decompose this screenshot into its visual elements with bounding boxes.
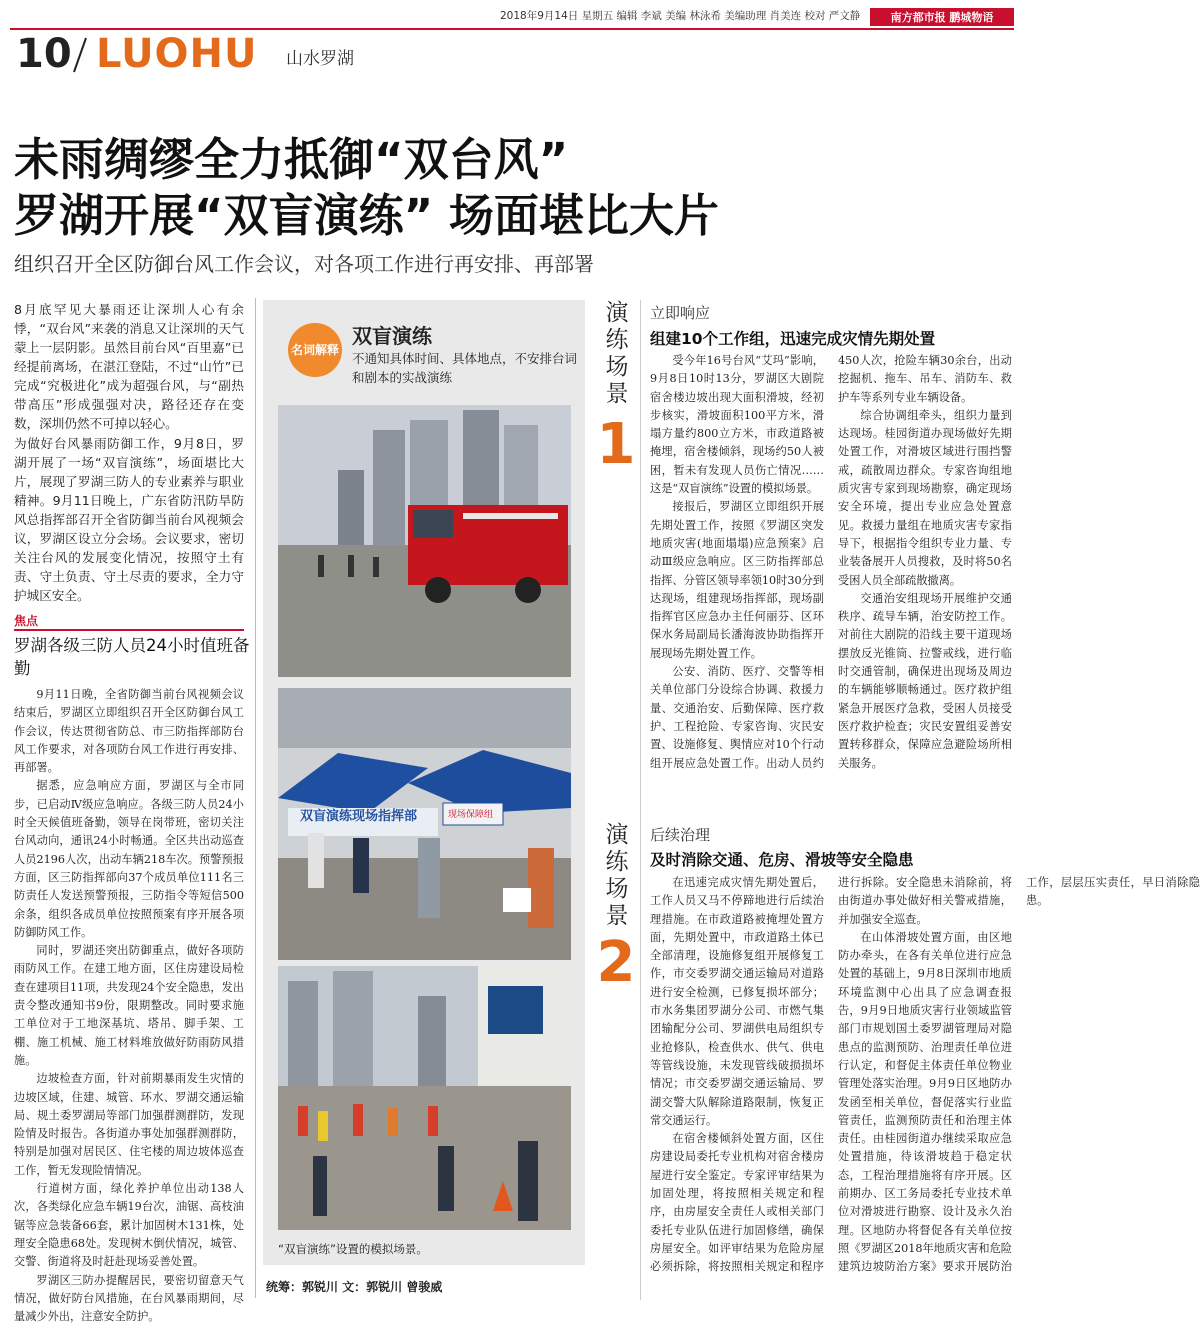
scene-2-article [650,874,1012,1294]
article-paragraph: 据悉，应急响应方面，罗湖区与全市同步，已启动Ⅳ级应急响应。各级三防人员24小时全天候值班备勤，领导在岗带班，密切关注台风动向，通讯24小时畅通。全区共出动巡查人员2196人次，出动车辆218车次。预警预报方面，区三防指挥部向37个成员单位111名三防责任人发送预警预报，三防指令等短信500余条，组织各成员单位按照预案有序开展各项防御防风工作。 [14,777,244,942]
scene-1-article [650,352,1012,792]
scene-2-title: 及时消除交通、危房、滑坡等安全隐患 [650,848,914,870]
scene-1-kicker: 立即响应 [650,302,710,323]
photo-command-tent [278,688,571,960]
photo-fire-truck [278,405,571,677]
section-subtitle: 山水罗湖 [286,44,354,69]
focus-tag: 焦点 [14,612,38,629]
article-paragraph: 行道树方面，绿化养护单位出动138人次，各类绿化应急车辆19台次，油锯、高枝油锯等应急装备66套，累计加固树木131株，处理安全隐患68处。发现树木倒伏情况，城管、交警、街道将及时赶赴现场妥善处置。 [14,1180,244,1271]
article-paragraph: 综合协调组牵头，组织力量到达现场。桂园街道办现场做好先期处置工作，对滑坡区域进行围挡警戒，疏散周边群众。专家咨询组地质灾害专家到现场勘察，确定现场安全环境，提出专业应急处置意见。救援力量组在地质灾害专家指导下，根据指令组织专业力量、专业装备展开人员搜救，及时将50名受困人员全部疏散撤离。 [838,407,1012,590]
dateline: 2018年9月14日 星期五 编辑 李斌 美编 林泳希 美编助理 肖美连 校对 严文静 [500,8,870,26]
lead-text [14,300,244,606]
article-paragraph: 在山体滑坡处置方面，由区地防办牵头，在各有关单位进行应急处置的基础上，9月8日深圳市地质环境监测中心出具了应急调查报告，9月9日地质灾害行业领域监管部门市规划国土委罗湖管理局对隐患点的监测预防、治理责任单位进行认定，和督促主体责任单位物业管理处落实治理。9月9日区地防办发函至相关单位，督促落实行业监管责任，监测预防责任和治理主体责任。由桂园街道办继续采取应急处置措施，待该滑坡趋于稳定状态，工程治理措施将有序开展。区前期办、区工务局委托专业技术单位对滑坡进行勘察、设计及永久治理。区地防办将督促各有关单位按照《罗湖区2018年地质灾害和危险建筑边坡防治方案》要求开展防治工作，层层压实责任，早日消除隐患。 [838,874,1200,1294]
scene-1-title: 组建10个工作组，迅速完成灾情先期处置 [650,327,935,349]
article-paragraph: 在迅速完成灾情先期处置后，工作人员又马不停蹄地进行后续治理措施。在市政道路被掩埋处置方面，先期处置中，市政道路土体已全部清理，设施修复组开展修复工作，市交委罗湖交通运输局对道路进行安全检测，已修复损坏部分；市水务集团罗湖分公司、市燃气集团输配分公司、罗湖供电局组织专业抢修队，检查供水、供气、供电等管线设施，未发现管线破损损坏情况；市交委罗湖交通运输局、罗湖交警大队解除道路限制，恢复正常交通运行。 [650,874,824,1130]
photo-street-crowd [278,966,571,1230]
scene-1-label: 演练场景 [600,300,634,408]
lead-paragraph: 8月底罕见大暴雨还让深圳人心有余悸，“双台风”来袭的消息又让深圳的天气蒙上一层阴影。虽然目前台风“百里嘉”已经提前离场，在湛江登陆，不过“山竹”已完成“究极进化”成为超强台风，与“副热带高压”形成强强对决，路径还存在变数，深圳仍然不可掉以轻心。 [14,300,244,433]
term-badge: 名词解释 [288,323,342,377]
photo-sign-command: 双盲演练现场指挥部 [300,805,440,824]
page-number: 10 [16,32,72,76]
scene-2-label: 演练场景 [600,822,634,930]
crowd-image [278,966,571,1230]
headline-line-2: 罗湖开展“双盲演练” 场面堪比大片 [14,190,719,242]
term-title: 双盲演练 [352,320,432,349]
article-paragraph: 交通治安组现场开展维护交通秩序、疏导车辆，治安防控工作。对前往大剧院的沿线主要干道现场摆放反光锥筒、拉警戒线，进行临时交通管制，确保进出现场及周边的车辆能够顺畅通过。医疗救护组紧急开展医疗急救，受困人员接受医疗救护检查；灾民安置组妥善安置转移群众，保障应急避险场所相关服务。 [838,590,1012,773]
article-paragraph: 公安、消防、医疗、交警等相关单位部门分设综合协调、救援力量、交通治安、后勤保障、医疗救护、工程抢险、专家咨询、灾民安置、设施修复、舆情应对10个行动组开展应急处置工作。出动人员约450人次，抢险车辆30余台，出动挖掘机、拖车、吊车、消防车、救护车等系列专业车辆设备。 [650,352,1012,773]
section-name: LUOHU [96,32,258,76]
photo-sign-support: 现场保障组 [448,807,504,820]
slash-divider-icon [70,32,90,76]
photo-caption: “双盲演练”设置的模拟场景。 [278,1241,428,1257]
lead-paragraph: 为做好台风暴雨防御工作，9月8日，罗湖开展了一场“双盲演练”，场面堪比大片，展现了罗湖三防人的专业素养与职业精神。9月11日晚上，广东省防汛防旱防风总指挥部召开全省防御当前台风视频会议，罗湖区设立分会场。会议要求，密切关注台风的发展变化情况，按照守土有责、守土负责、守土尽责的要求，全力守护城区安全。 [14,434,244,605]
headline-line-1: 未雨绸缪全力抵御“双台风” [14,134,568,186]
article-paragraph: 在宿舍楼倾斜处置方面，区住房建设局委托专业机构对宿舍楼房屋进行安全鉴定。专家评审结果为加固处理，将按照相关规定和程序，由房屋安全责任人或相关部门委托专业队伍进行加固修缮，确保房屋安全。如评审结果为危险房屋必须拆除，将按照相关规定和程序进行拆除。安全隐患未消除前，将由街道办事处做好相关警戒措施，并加强安全巡查。 [650,874,1012,1294]
byline: 统筹：郭锐川 文：郭锐川 曾骏威 [266,1278,442,1295]
article-paragraph: 同时，罗湖还突出防御重点，做好各项防雨防风工作。在建工地方面，区住房建设局检查在建项目11项，共发现24个安全隐患，发出责令整改通知书9份，限期整改。同时要求施工单位对于工地深基坑、塔吊、脚手架、工棚、施工机械、施工材料堆放做好防雨防风措施。 [14,942,244,1070]
header-rule [10,28,1014,30]
scene-2-number: 2 [596,930,636,995]
focus-article [14,686,244,1326]
article-paragraph: 受今年16号台风“艾玛”影响，9月8日10时13分，罗湖区大剧院宿舍楼边坡出现大面积滑坡，经初步核实，滑坡面积100平方米，滑塌方量约800立方米，市政道路被掩埋，宿舍楼倾斜，现场约50人被困，暂未有发现人员伤亡情况……这是“双盲演练”设置的模拟场景。 [650,352,824,498]
term-definition: 不通知具体时间、具体地点，不安排台词和剧本的实战演练 [352,349,577,387]
scene-2-kicker: 后续治理 [650,824,710,845]
newspaper-logo: 南方都市报 鹏城物语 [870,8,1014,26]
article-paragraph: 接报后，罗湖区立即组织开展先期处置工作，按照《罗湖区突发地质灾害(地面塌塌)应急预案》启动Ⅲ级应急响应。区三防指挥部总指挥、分管区领导率领10时30分到达现场，组建现场指挥部，现场副指挥官区应急办主任何丽芬、区环保水务局副局长潘海波协助指挥开展现场先期处置工作。 [650,498,824,663]
scene-1-number: 1 [596,412,636,477]
focus-rule [14,629,244,631]
article-paragraph: 罗湖区三防办提醒居民，要密切留意天气情况，做好防台风措施，在台风暴雨期间，尽量减少外出，注意安全防护。 [14,1272,244,1326]
tent-image [278,688,571,960]
focus-title: 罗湖各级三防人员24小时值班备勤 [14,634,254,680]
article-paragraph: 9月11日晚，全省防御当前台风视频会议结束后，罗湖区立即组织召开全区防御台风工作会议，传达贯彻省防总、市三防指挥部防台风工作要求，对各项防台风工作进行再安排、再部署。 [14,686,244,777]
column-divider [255,298,256,1298]
fire-truck-image [278,405,571,677]
headline-deck: 组织召开全区防御台风工作会议，对各项工作进行再安排、再部署 [14,248,594,277]
column-divider [640,300,641,1300]
article-paragraph: 边坡检查方面，针对前期暴雨发生灾情的边坡区域，住建、城管、环水、罗湖交通运输局、规土委罗湖局等部门加强群测群防，发现险情及时报告。各街道办事处加强群测群防，特别是加强对居民区、住宅楼的周边坡体巡查工作，暂无发现险情情况。 [14,1070,244,1180]
